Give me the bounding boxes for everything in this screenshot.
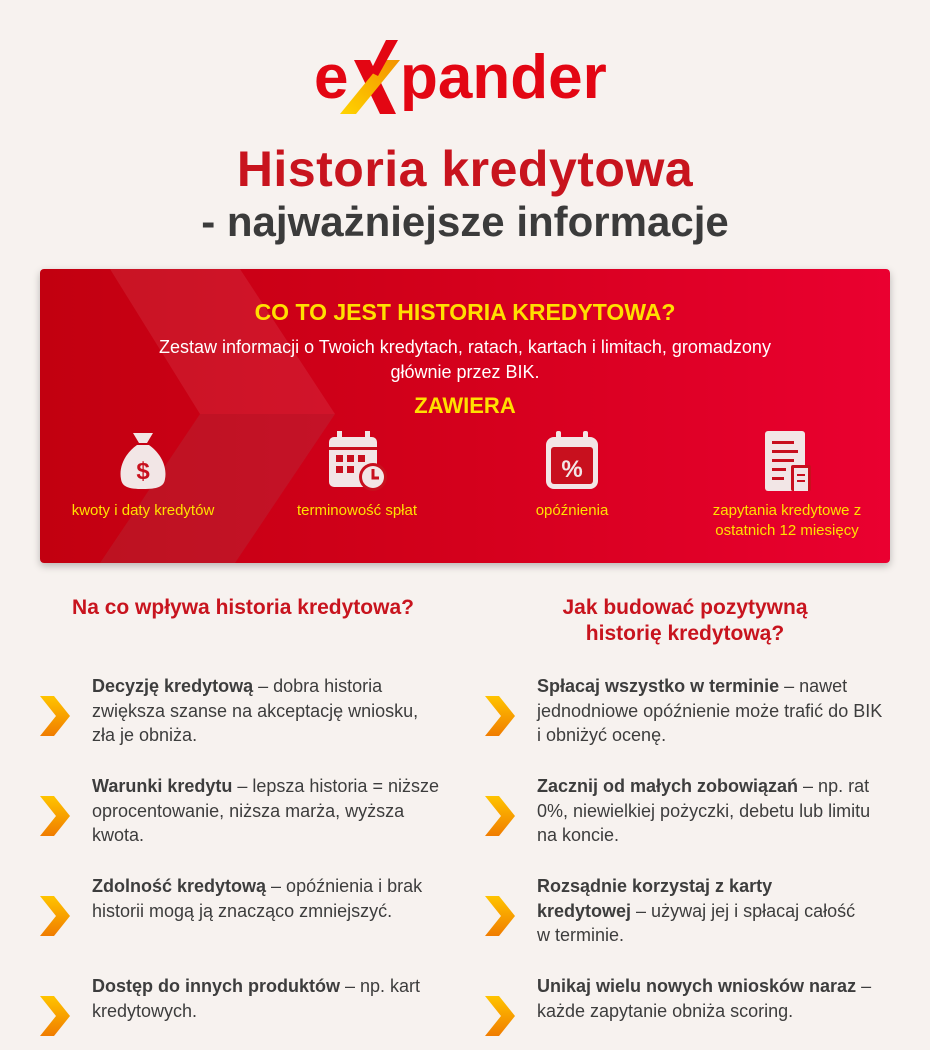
page-title: Historia kredytowa — [236, 141, 694, 197]
item-text: – opóźnienia i brak historii mogą ją znacząco zmniejszyć. — [92, 876, 423, 921]
list-item — [537, 974, 887, 1023]
item-text: – używaj jej i spłacaj całość w terminie. — [537, 900, 856, 945]
list-item — [537, 674, 887, 748]
chevron-right-icon — [485, 796, 515, 836]
list-item — [537, 874, 857, 948]
item-text: – nawet jednodniowe opóźnienie może trafić do BIK i obniżyć ocenę. — [537, 676, 883, 745]
calendar-percent-icon — [540, 429, 604, 493]
chevron-right-icon — [40, 796, 70, 836]
list-item — [92, 774, 442, 848]
calendar-clock-icon — [325, 429, 389, 493]
item-text: – lepsza historia = niższe oprocentowanie, niższa marża, wyższa kwota. — [92, 776, 439, 845]
item-text: – np. rat 0%, niewielkiej pożyczki, debetu lub limitu na koncie. — [537, 776, 871, 845]
svg-text:$: $ — [136, 458, 150, 485]
feature-delays — [472, 429, 672, 521]
document-icon — [755, 429, 819, 493]
info-card — [40, 269, 890, 563]
chevron-right-icon — [40, 696, 70, 736]
expander-logo — [314, 36, 614, 116]
item-title: Unikaj wielu nowych wniosków naraz — [537, 976, 857, 996]
chevron-right-icon — [40, 996, 70, 1036]
page-subtitle: - najważniejsze informacje — [201, 198, 729, 245]
left-heading: Na co wpływa historia kredytowa? — [72, 596, 414, 619]
item-title: Spłacaj wszystko w terminie — [537, 676, 780, 696]
feature-amounts — [43, 429, 243, 521]
item-title: Warunki kredytu — [92, 776, 233, 796]
item-title: Rozsądnie korzystaj z karty kredytowej — [537, 876, 773, 921]
item-title: Dostęp do innych produktów — [92, 976, 340, 996]
list-item — [537, 774, 887, 848]
svg-text:e: e — [314, 43, 349, 112]
right-heading: Jak budować pozytywną historię kredytową? — [562, 596, 808, 645]
chevron-right-icon — [485, 996, 515, 1036]
item-text: – np. kart kredytowych. — [92, 976, 421, 1021]
chevron-right-icon — [485, 896, 515, 936]
item-text: – każde zapytanie obniża scoring. — [537, 976, 872, 1021]
list-item — [92, 874, 442, 923]
card-description: Zestaw informacji o Twoich kredytach, ratach, kartach i limitach, gromadzony głównie przez BIK. — [159, 337, 771, 382]
list-item — [92, 974, 442, 1023]
item-text: – dobra historia zwiększa szanse na akceptację wniosku, zła je obniża. — [92, 676, 419, 745]
chevron-right-icon — [40, 896, 70, 936]
list-item — [92, 674, 442, 748]
contains-heading: ZAWIERA — [414, 393, 516, 418]
item-title: Zdolność kredytową — [92, 876, 267, 896]
svg-text:%: % — [561, 456, 583, 483]
feature-timeliness — [257, 429, 457, 521]
item-title: Zacznij od małych zobowiązań — [537, 776, 799, 796]
feature-label: zapytania kredytowe z ostatnich 12 miesięcy — [712, 502, 862, 539]
feature-label: kwoty i daty kredytów — [71, 502, 215, 519]
feature-label: opóźnienia — [535, 502, 609, 519]
feature-inquiries — [687, 429, 887, 541]
feature-label: terminowość spłat — [296, 502, 418, 519]
chevron-right-icon — [485, 696, 515, 736]
card-question: CO TO JEST HISTORIA KREDYTOWA? — [254, 299, 676, 325]
item-title: Decyzję kredytową — [92, 676, 254, 696]
svg-text:pander: pander — [400, 43, 607, 112]
money-bag-icon — [111, 429, 175, 493]
